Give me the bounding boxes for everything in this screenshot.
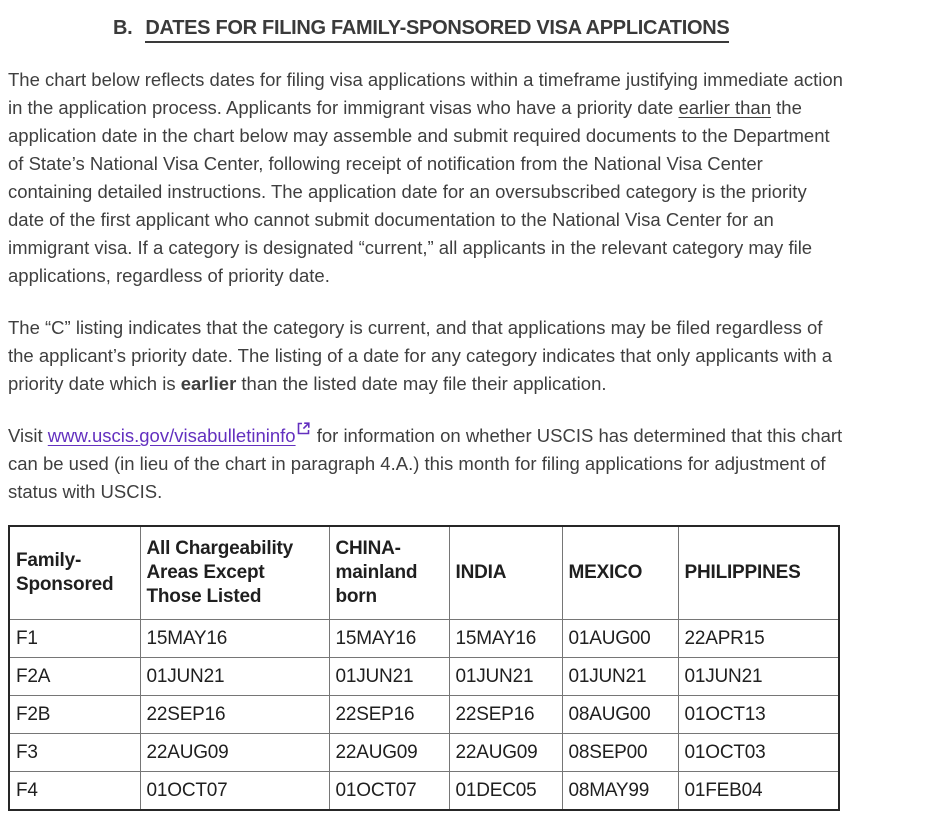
c-listing-text-start: The “C” listing indicates that the category is current, and that applications may be filed regardless of the applicant’s priority date. The listing of a date for any category indicates that only applicants with a priority date which is (8, 317, 833, 394)
date-cell: 01JUN21 (449, 658, 562, 696)
table-row-f3 (9, 734, 839, 772)
visa-category-cell: F2B (9, 696, 140, 734)
table-row-f4 (9, 772, 839, 811)
date-cell: 15MAY16 (449, 620, 562, 658)
date-cell: 22AUG09 (449, 734, 562, 772)
date-cell: 01JUN21 (140, 658, 329, 696)
col-header-philippines: PHILIPPINES (678, 526, 839, 620)
uscis-info-paragraph (8, 422, 844, 506)
family-sponsored-filing-dates-table (8, 525, 840, 811)
c-listing-paragraph (8, 314, 844, 398)
section-letter: B. (113, 17, 133, 39)
date-cell: 15MAY16 (140, 620, 329, 658)
col-header-india: INDIA (449, 526, 562, 620)
intro-text-start: The chart below reflects dates for filing visa applications within a timeframe justifying immediate action in the application process. Applicants for immigrant visas who have a priority date (8, 69, 843, 118)
uscis-text-end: for information on whether USCIS has determined that this chart can be used (in lieu of the chart in paragraph 4.A.) this month for filing applications for adjustment of status with USCIS. (8, 425, 843, 502)
visa-category-cell: F3 (9, 734, 140, 772)
page-title (113, 16, 930, 40)
visa-category-cell: F2A (9, 658, 140, 696)
c-listing-text-end: than the listed date may file their application. (236, 373, 607, 394)
col-header-mexico: MEXICO (562, 526, 678, 620)
date-cell: 01JUN21 (678, 658, 839, 696)
col-header-china: CHINA-mainland born (329, 526, 449, 620)
visa-category-cell: F4 (9, 772, 140, 811)
earlier-than-underlined: earlier than (678, 97, 772, 118)
table-row-f2b (9, 696, 839, 734)
date-cell: 01OCT03 (678, 734, 839, 772)
date-cell: 01OCT13 (678, 696, 839, 734)
date-cell: 08MAY99 (562, 772, 678, 811)
date-cell: 01JUN21 (562, 658, 678, 696)
date-cell: 22SEP16 (449, 696, 562, 734)
date-cell: 22AUG09 (329, 734, 449, 772)
uscis-visabulletininfo-link[interactable]: www.uscis.gov/visabulletininfo (47, 425, 296, 446)
date-cell: 01OCT07 (329, 772, 449, 811)
date-cell: 01DEC05 (449, 772, 562, 811)
visit-text: Visit (8, 425, 48, 446)
date-cell: 01OCT07 (140, 772, 329, 811)
external-link-icon (297, 422, 310, 435)
earlier-bold: earlier (180, 373, 237, 394)
col-header-family-sponsored: Family-Sponsored (9, 526, 140, 620)
table-row-f2a (9, 658, 839, 696)
date-cell: 22APR15 (678, 620, 839, 658)
table-header-row (9, 526, 839, 620)
col-header-all-chargeability: All Chargeability Areas Except Those Listed (140, 526, 329, 620)
date-cell: 22SEP16 (329, 696, 449, 734)
date-cell: 01JUN21 (329, 658, 449, 696)
intro-paragraph (8, 66, 844, 290)
date-cell: 08SEP00 (562, 734, 678, 772)
table-row-f1 (9, 620, 839, 658)
date-cell: 15MAY16 (329, 620, 449, 658)
date-cell: 22AUG09 (140, 734, 329, 772)
visa-category-cell: F1 (9, 620, 140, 658)
date-cell: 01AUG00 (562, 620, 678, 658)
date-cell: 01FEB04 (678, 772, 839, 811)
date-cell: 22SEP16 (140, 696, 329, 734)
date-cell: 08AUG00 (562, 696, 678, 734)
section-title: DATES FOR FILING FAMILY-SPONSORED VISA APPLICATIONS (145, 17, 729, 43)
intro-text-end: the application date in the chart below may assemble and submit required documents to the Department of State’s National Visa Center, following receipt of notification from the National Visa Center containing detailed instructions. The application date for an oversubscribed category is the priority date of the first applicant who cannot submit documentation to the National Visa Center for an immigrant visa. If a category is designated “current,” all applicants in the relevant category may file applications, regardless of priority date. (8, 97, 830, 286)
